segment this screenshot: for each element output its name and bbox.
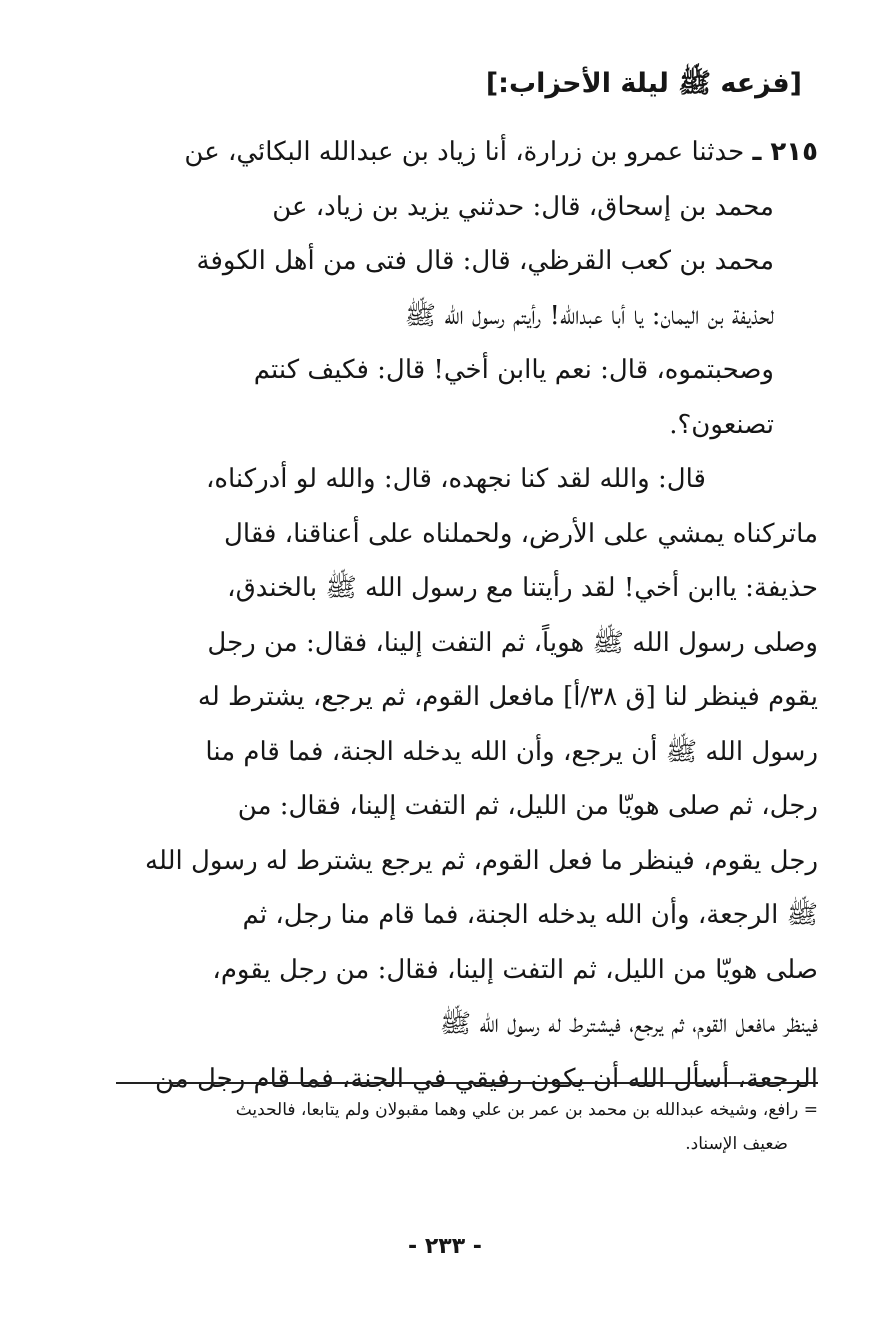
text-line: تصنعون؟. — [669, 409, 774, 440]
narrative-text — [106, 452, 818, 1106]
footnote-line: ضعيف الإسناد. — [685, 1134, 788, 1154]
hadith-text — [106, 125, 818, 452]
page-number: - ٢٣٣ - — [408, 1234, 482, 1259]
text-line — [106, 125, 818, 180]
text-line: يقوم فينظر لنا [ق ٣٨/أ] مافعل القوم، ثم يرجع، يشترط له — [197, 682, 818, 712]
text-line: الرجعة، أسأل الله أن يكون رفيقي في الجنة، فما قام رجل من — [154, 1063, 818, 1094]
text-line: فينظر مافعل القوم، ثم يرجع، فيشترط له رسول الله ﷺ — [439, 1009, 818, 1039]
text-line: صلى هويّا من الليل، ثم التفت إلينا، فقال: من رجل يقوم، — [212, 954, 818, 985]
text-line: محمد بن كعب القرظي، قال: قال فتى من أهل الكوفة — [196, 246, 774, 276]
text-line: ماتركناه يمشي على الأرض، ولحملناه على أعناقنا، فقال — [224, 518, 818, 549]
hadith-number: ٢١٥ ـ — [752, 137, 818, 167]
text-line: رسول الله ﷺ أن يرجع، وأن الله يدخله الجنة، فما قام منا — [205, 736, 818, 767]
footnote — [108, 1093, 818, 1161]
footnote-line: = رافع، وشيخه عبدالله بن محمد بن عمر بن علي وهما مقبولان ولم يتابعا، فالحديث — [235, 1100, 818, 1120]
text-line: وصلى رسول الله ﷺ هوياً، ثم التفت إلينا، فقال: من رجل — [207, 627, 818, 658]
section-heading: [فزعه ﷺ ليلة الأحزاب:] — [485, 68, 802, 99]
text-line: لحذيفة بن اليمان: يا أبا عبدالله! رأيتم رسول الله ﷺ — [404, 300, 774, 331]
text-line: قال: والله لقد كنا نجهده، قال: والله لو أدركناه، — [205, 464, 706, 494]
text-line: وصحبتموه، قال: نعم ياابن أخي! قال: فكيف كنتم — [253, 355, 774, 385]
text-line: ﷺ الرجعة، وأن الله يدخله الجنة، فما قام منا رجل، ثم — [242, 900, 818, 930]
text-line: رجل يقوم، فينظر ما فعل القوم، ثم يرجع يشترط له رسول الله — [145, 845, 818, 876]
text-line: رجل، ثم صلى هويّا من الليل، ثم التفت إلينا، فقال: من — [237, 791, 818, 821]
text-line-content: حدثنا عمرو بن زرارة، أنا زياد بن عبدالله البكائي، عن — [184, 137, 745, 167]
footnote-divider — [116, 1082, 818, 1084]
text-line: محمد بن إسحاق، قال: حدثني يزيد بن زياد، عن — [272, 191, 774, 222]
text-line: حذيفة: ياابن أخي! لقد رأيتنا مع رسول الله ﷺ بالخندق، — [227, 573, 818, 603]
